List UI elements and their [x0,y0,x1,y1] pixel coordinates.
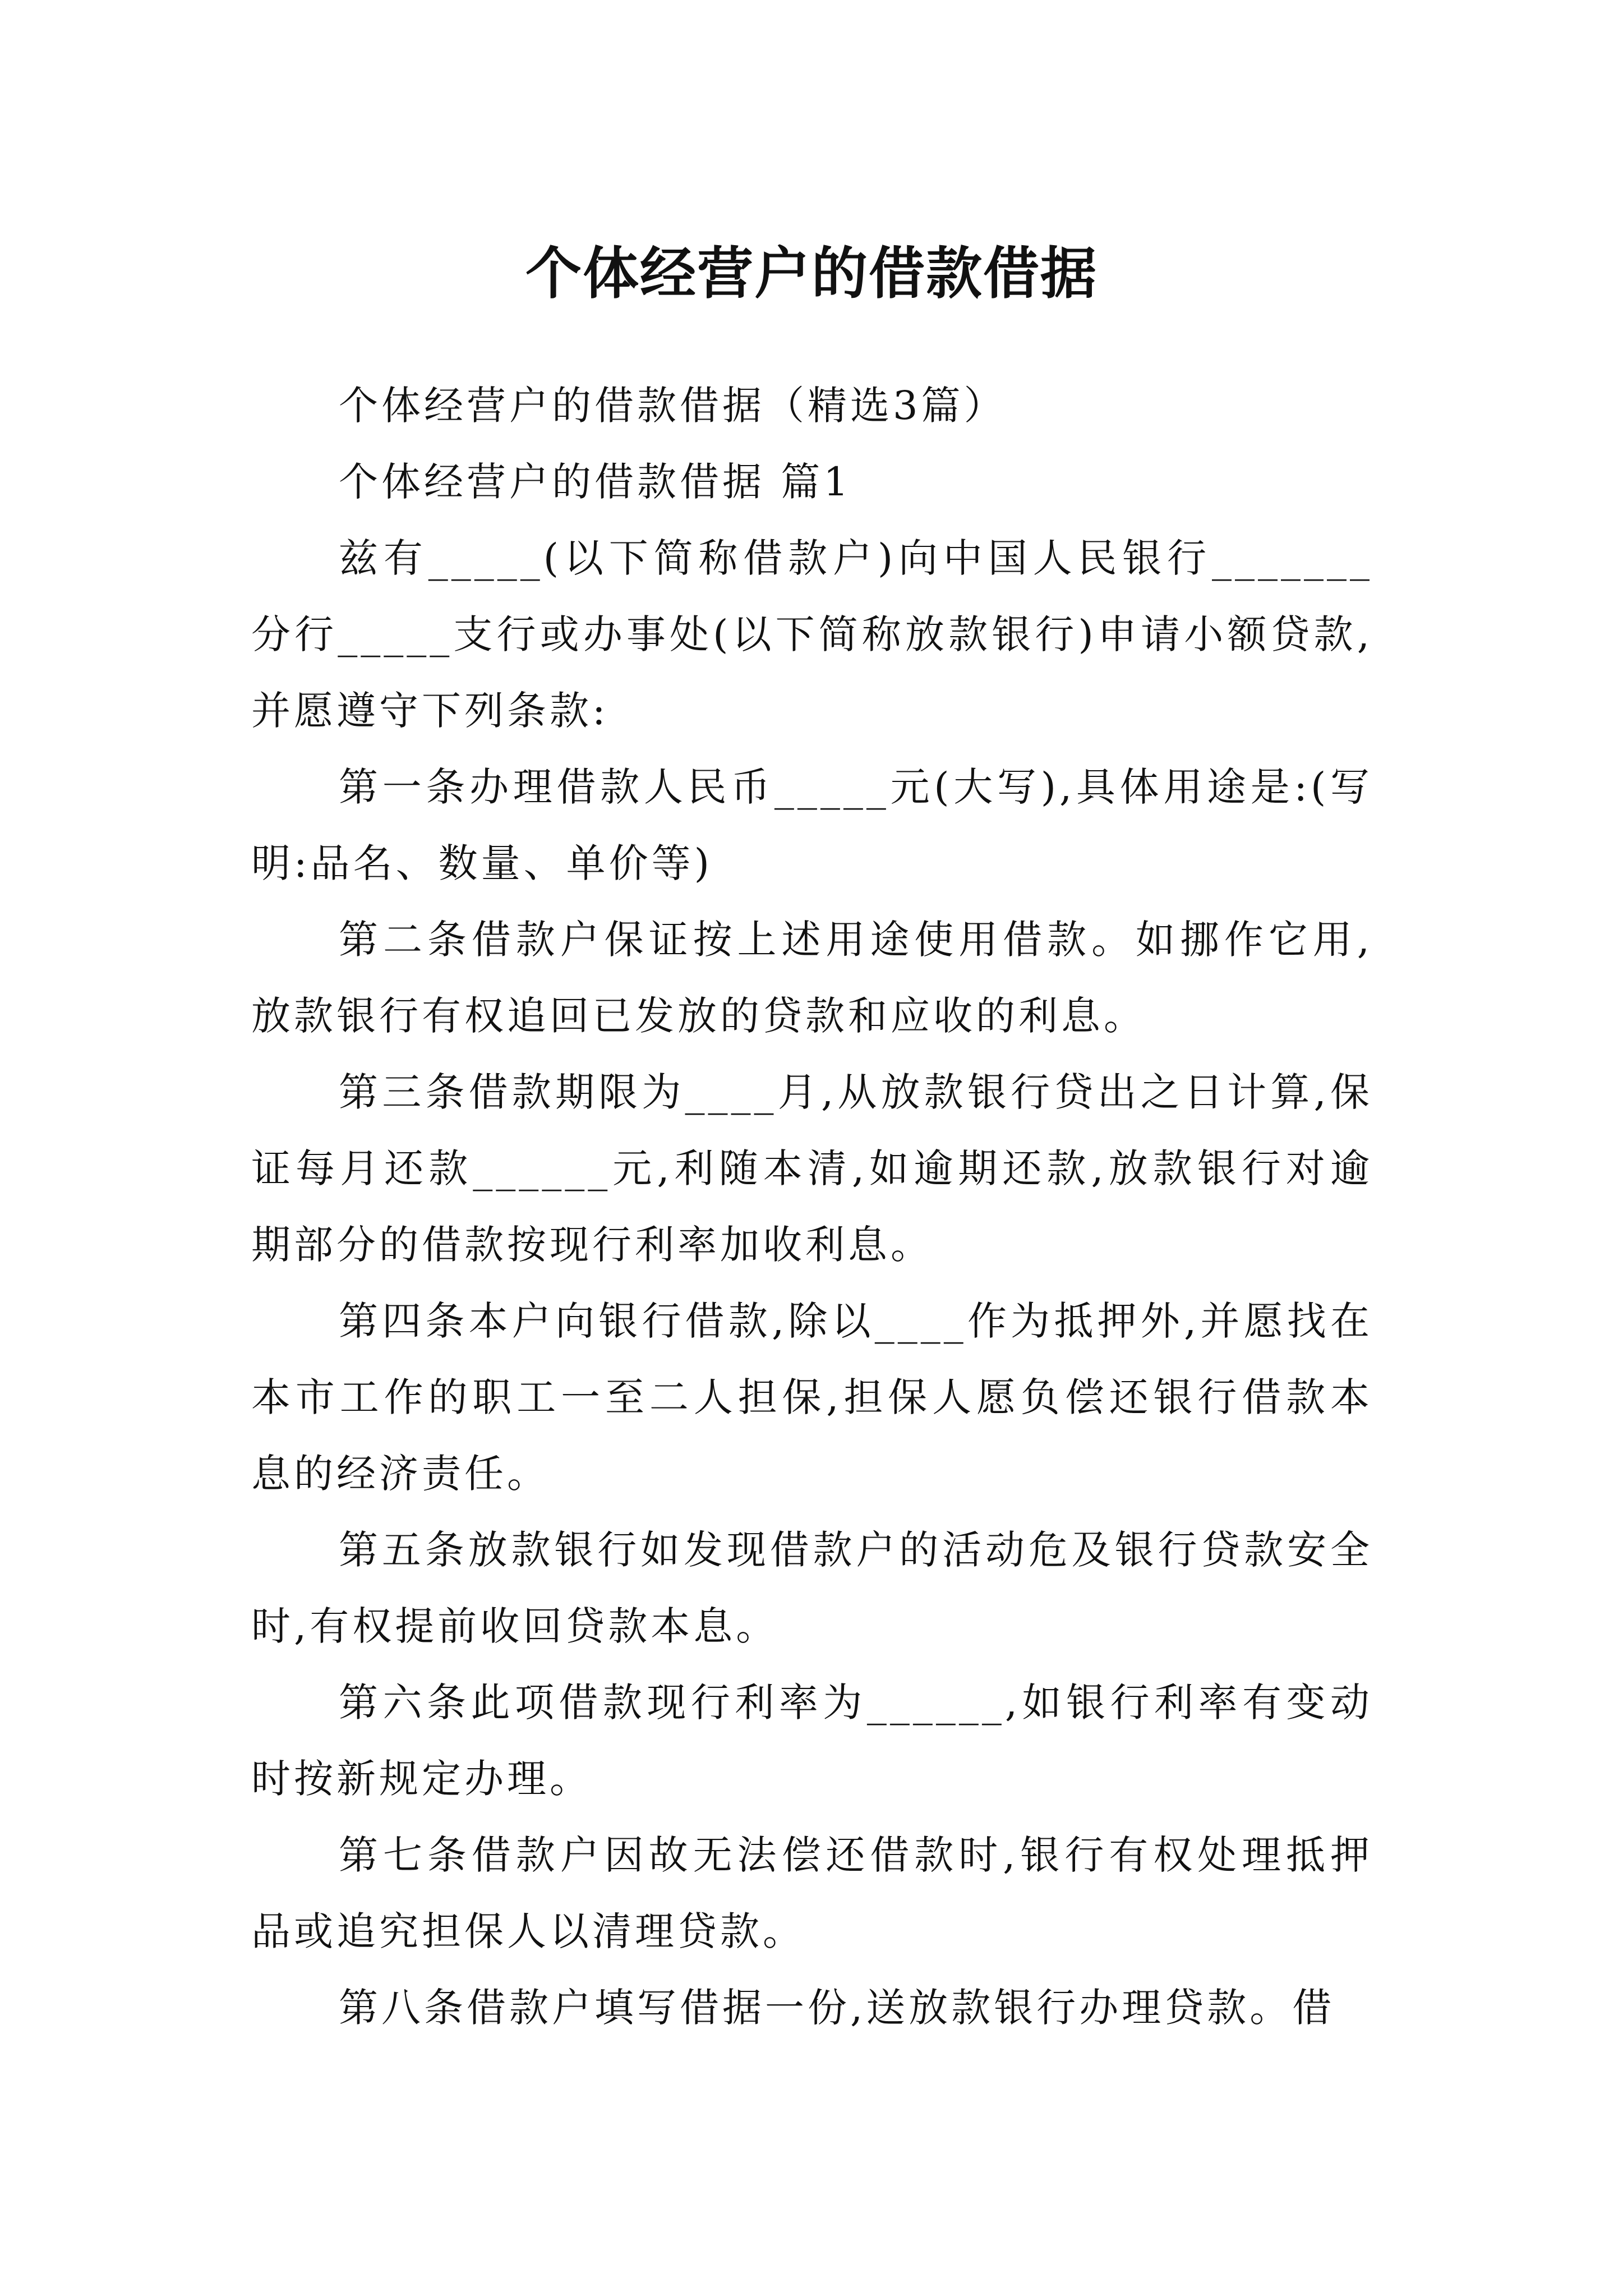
document-body [251,367,1373,2046]
paragraph-preamble: 兹有_____(以下简称借款户)向中国人民银行_______分行_____支行或办事处(以下简称放款银行)申请小额贷款,并愿遵守下列条款: [251,535,1373,734]
paragraph-article-5: 第五条放款银行如发现借款户的活动危及银行贷款安全时,有权提前收回贷款本息。 [251,1527,1373,1649]
paragraph-article-7: 第七条借款户因故无法偿还借款时,银行有权处理抵押品或追究担保人以清理贷款。 [251,1832,1373,1954]
paragraph-subtitle: 个体经营户的借款借据（精选3篇） [339,383,1007,429]
paragraph-article-4: 第四条本户向银行借款,除以____作为抵押外,并愿找在本市工作的职工一至二人担保,担保人愿负偿还银行借款本息的经济责任。 [251,1298,1373,1497]
paragraph-article-8: 第八条借款户填写借据一份,送放款银行办理贷款。借 [339,1985,1335,2031]
paragraph-section-heading: 个体经营户的借款借据 篇1 [339,459,852,505]
document-title: 个体经营户的借款借据 [525,240,1098,306]
paragraph-article-2: 第二条借款户保证按上述用途使用借款。如挪作它用,放款银行有权追回已发放的贷款和应收的利息。 [251,917,1373,1039]
paragraph-article-6: 第六条此项借款现行利率为______,如银行利率有变动时按新规定办理。 [251,1680,1373,1802]
paragraph-article-3: 第三条借款期限为____月,从放款银行贷出之日计算,保证每月还款______元,利随本清,如逾期还款,放款银行对逾期部分的借款按现行利率加收利息。 [251,1069,1373,1268]
paragraph-article-1: 第一条办理借款人民币_____元(大写),具体用途是:(写明:品名、数量、单价等) [251,764,1373,886]
